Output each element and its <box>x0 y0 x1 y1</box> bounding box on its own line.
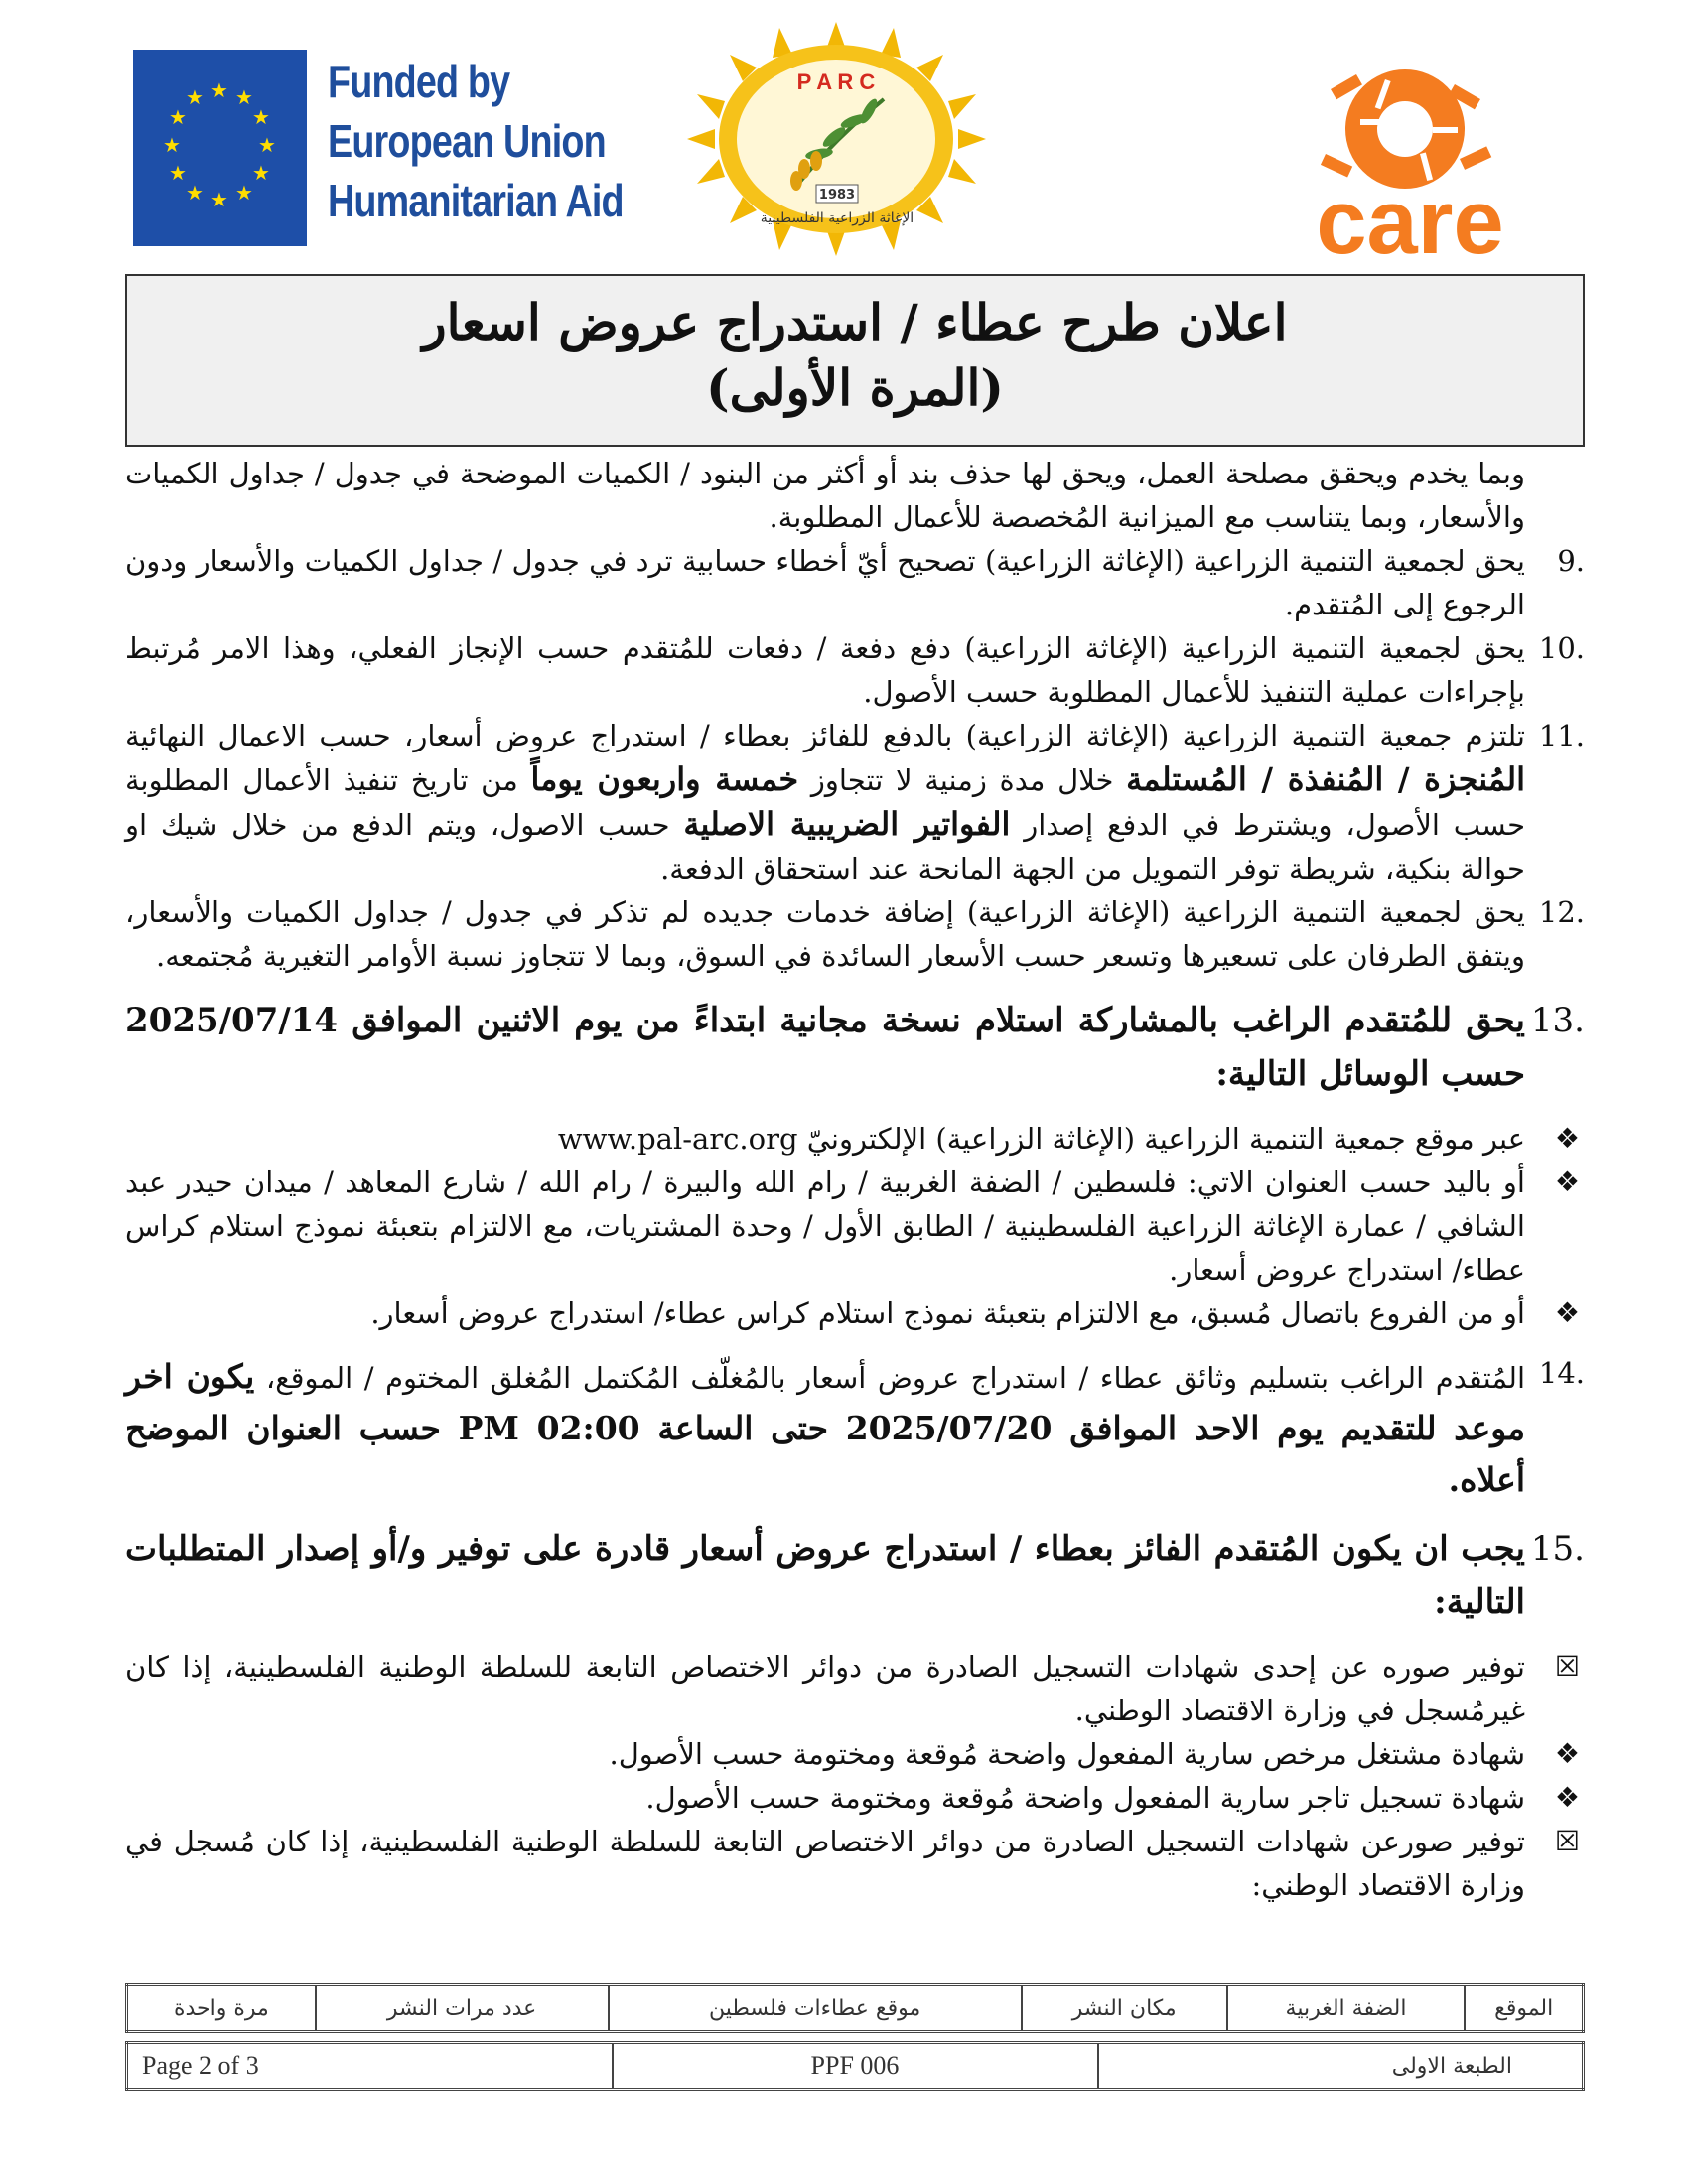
svg-text:★: ★ <box>186 85 204 109</box>
funder-text <box>328 52 624 230</box>
clause-text: المُتقدم الراغب بتسليم وثائق عطاء / استدراج عروض أسعار بالمُغلّف المُكتمل المُغلق المختوم / الموقع، <box>265 1361 1526 1395</box>
announcement-subtitle: (المرة الأولى) <box>706 358 1004 417</box>
clause-11 <box>125 714 1585 890</box>
svg-text:★: ★ <box>169 105 187 129</box>
website-link[interactable]: www.pal-arc.org <box>557 1122 798 1156</box>
method-text: أو من الفروع باتصال مُسبق، مع الالتزام بتعبئة نموذج استلام كراس عطاء/ استدراج عروض أسعار. <box>370 1297 1525 1330</box>
clause-13 <box>125 994 1585 1101</box>
announcement-title-box <box>125 274 1585 447</box>
announcement-title: اعلان طرح عطاء / استدراج عروض اسعار <box>422 293 1288 351</box>
requirement-item <box>125 1776 1580 1820</box>
diamond-bullet-icon: ❖ <box>1554 1122 1580 1155</box>
svg-text:★: ★ <box>211 188 228 211</box>
clause-text: حسب الاصول، ويتم الدفع من خلال شيك او حوالة بنكية، شريطة توفر التمويل من الجهة المانحة عند استحقاق الدفعة. <box>125 808 1525 886</box>
footer-cell: مرة واحدة <box>127 1985 316 2032</box>
eu-flag-logo <box>133 50 307 246</box>
clause-number: 11. <box>1538 719 1585 752</box>
clause-number: 10. <box>1538 631 1585 665</box>
care-logo-text: care <box>1316 172 1504 263</box>
method-text: أو باليد حسب العنوان الاتي: فلسطين / الضفة الغربية / رام الله والبيرة / رام الله / شارع المعاهد / ميدان حيدر عبد الشافي / عمارة الإغاثة الزراعية الفلسطينية / الطابق الأول / وحدة المشتريات، مع الالتزام بتعبئة نموذج استلام كراس عطاء/ استدراج عروض أسعار. <box>125 1165 1525 1287</box>
clause-text: يحق لجمعية التنمية الزراعية (الإغاثة الزراعية) دفع دفعة / دفعات للمُتقدم حسب الإنجاز الفعلي، وهذا الامر مُرتبط بإجراءات عملية التنفيذ للأعمال المطلوبة حسب الأصول. <box>125 631 1525 709</box>
clause-emphasis: المُنجزة / المُنفذة / المُستلمة <box>1126 760 1526 798</box>
publication-info-table <box>125 1983 1585 2033</box>
clause-text: تلتزم جمعية التنمية الزراعية (الإغاثة الزراعية) بالدفع للفائز بعطاء / استدراج عروض أسعار، حسب الاعمال النهائية <box>125 719 1525 752</box>
funder-line-3: Humanitarian Aid <box>328 175 624 226</box>
checkbox-bullet-icon: ☒ <box>1554 1650 1580 1683</box>
care-logo <box>1236 60 1589 263</box>
clause-emphasis: الفواتير الضريبية الاصلية <box>683 805 1011 843</box>
funder-line-1: Funded by <box>328 56 510 107</box>
parc-logo <box>685 20 988 258</box>
parc-logo-text: P A R C <box>796 69 876 94</box>
method-item <box>125 1292 1580 1335</box>
svg-text:★: ★ <box>169 161 187 185</box>
terms-content <box>125 452 1585 1907</box>
clause-text: خلال مدة زمنية لا تتجاوز <box>810 763 1114 797</box>
parc-arabic: الإغاثة الزراعية الفلسطينية <box>760 210 914 226</box>
clause-emphasis: خمسة واربعون يوماً <box>530 760 799 798</box>
svg-text:★: ★ <box>235 85 253 109</box>
svg-text:★: ★ <box>252 105 270 129</box>
requirement-item <box>125 1732 1580 1776</box>
clause-number: 9. <box>1557 544 1585 578</box>
method-item <box>125 1117 1580 1160</box>
clause-number: 12. <box>1538 895 1585 929</box>
svg-text:★: ★ <box>252 161 270 185</box>
clause-text: يحق للمُتقدم الراغب بالمشاركة استلام نسخة مجانية ابتداءً من يوم الاثنين الموافق 2025/07/14 حسب الوسائل التالية: <box>125 1001 1525 1094</box>
clause-text: من تاريخ تنفيذ الأعمال المطلوبة حسب الأصول، ويشترط في الدفع إصدار <box>125 763 1526 842</box>
requirement-text: توفير صورعن شهادات التسجيل الصادرة من دوائر الاختصاص التابعة للسلطة الوطنية الفلسطينية، إذا كان مُسجل في وزارة الاقتصاد الوطني: <box>125 1825 1525 1902</box>
deadline-text: يكون اخر موعد للتقديم يوم الاحد الموافق 2025/07/20 حتى الساعة 02:00 PM حسب العنوان الموضح أعلاه. <box>125 1357 1526 1499</box>
clause-text: يحق لجمعية التنمية الزراعية (الإغاثة الزراعية) إضافة خدمات جديده لم تذكر في جدول / جداول الكميات والأسعار، ويتفق الطرفان على تسعيرها وتسعر حسب الأسعار السائدة في السوق، وبما لا تتجاوز نسبة الأوامر التغيرية مُجتمعه. <box>125 895 1525 973</box>
method-text: عبر موقع جمعية التنمية الزراعية (الإغاثة الزراعية) الإلكترونيّ <box>806 1122 1525 1156</box>
parc-year: 1983 <box>818 188 856 203</box>
page-number-cell: Page 2 of 3 <box>127 2043 613 2090</box>
svg-text:★: ★ <box>186 181 204 205</box>
edition-cell: الطبعة الاولى <box>1098 2043 1584 2090</box>
clause-12 <box>125 890 1585 978</box>
requirement-item <box>125 1645 1580 1732</box>
requirement-text: توفير صوره عن إحدى شهادات التسجيل الصادرة من دوائر الاختصاص التابعة للسلطة الوطنية الفلسطينية، إذا كان غيرمُسجل في وزارة الاقتصاد الوطني. <box>125 1650 1525 1727</box>
intro-paragraph: وبما يخدم ويحقق مصلحة العمل، ويحق لها حذف بند أو أكثر من البنود / الكميات الموضحة في جدول / جداول الكميات والأسعار، وبما يتناسب مع الميزانية المُخصصة للأعمال المطلوبة. <box>125 457 1525 534</box>
footer-cell: عدد مرات النشر <box>316 1985 609 2032</box>
method-item <box>125 1160 1580 1292</box>
form-code-cell: PPF 006 <box>613 2043 1098 2090</box>
requirement-text: شهادة مشتغل مرخص سارية المفعول واضحة مُوقعة ومختومة حسب الأصول. <box>609 1737 1525 1771</box>
footer-cell: الموقع <box>1465 1985 1583 2032</box>
clause-number: 13. <box>1530 1001 1585 1040</box>
requirement-item <box>125 1820 1580 1907</box>
svg-text:★: ★ <box>211 78 228 102</box>
clause-number: 15. <box>1530 1529 1585 1569</box>
diamond-bullet-icon: ❖ <box>1554 1297 1580 1329</box>
clause-9 <box>125 539 1585 626</box>
svg-text:★: ★ <box>163 133 181 157</box>
clause-15 <box>125 1522 1585 1629</box>
footer-cell: الضفة الغربية <box>1227 1985 1466 2032</box>
clause-text: يجب ان يكون المُتقدم الفائز بعطاء / استدراج عروض أسعار قادرة على توفير و/أو إصدار المتطلبات التالية: <box>125 1529 1525 1622</box>
requirement-text: شهادة تسجيل تاجر سارية المفعول واضحة مُوقعة ومختومة حسب الأصول. <box>645 1781 1525 1815</box>
clause-10 <box>125 626 1585 714</box>
diamond-bullet-icon: ❖ <box>1554 1781 1580 1814</box>
diamond-bullet-icon: ❖ <box>1554 1737 1580 1770</box>
document-info-table <box>125 2041 1585 2091</box>
clause-text: يحق لجمعية التنمية الزراعية (الإغاثة الزراعية) تصحيح أيّ أخطاء حسابية ترد في جدول / جداول الكميات والأسعار ودون الرجوع إلى المُتقدم. <box>125 544 1525 621</box>
checkbox-bullet-icon: ☒ <box>1554 1825 1580 1857</box>
clause-number: 14. <box>1538 1356 1585 1390</box>
svg-text:★: ★ <box>258 133 276 157</box>
svg-text:★: ★ <box>235 181 253 205</box>
footer-cell: مكان النشر <box>1022 1985 1227 2032</box>
diamond-bullet-icon: ❖ <box>1554 1165 1580 1198</box>
footer-cell: موقع عطاءات فلسطين <box>609 1985 1022 2032</box>
funder-line-2: European Union <box>328 115 606 167</box>
clause-14 <box>125 1351 1585 1506</box>
